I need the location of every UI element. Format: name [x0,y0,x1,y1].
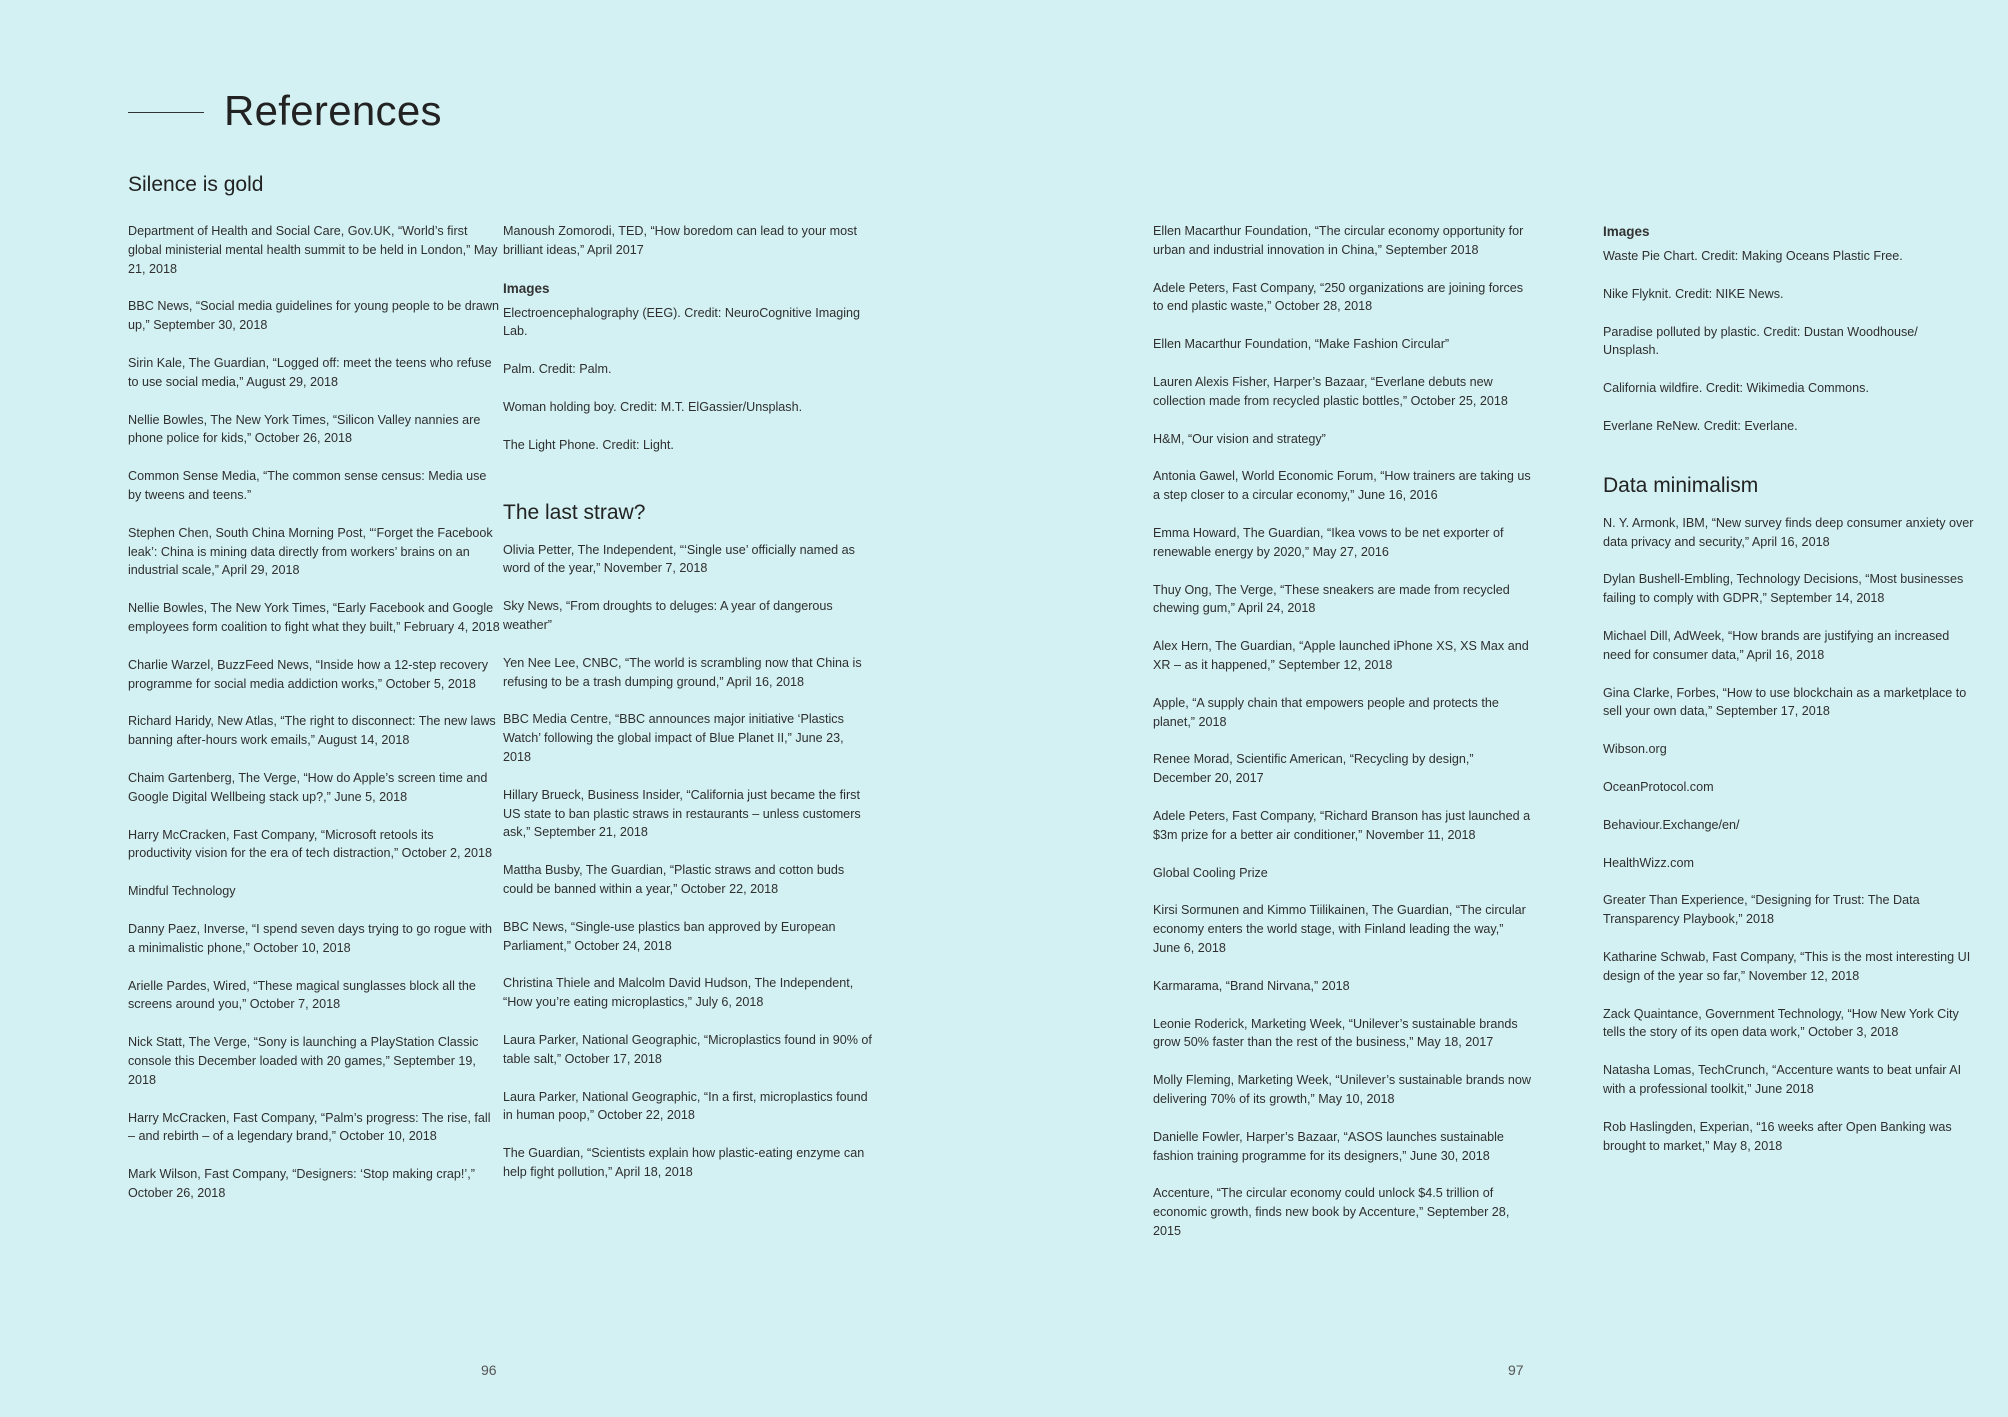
reference-item: Zack Quaintance, Government Technology, “How New York City tells the story of its open data work,” October 3, 2018 [1603,1006,1959,1040]
column-2 [503,222,875,1201]
reference-item: The Light Phone. Credit: Light. [503,437,674,452]
section-title-silence: Silence is gold [128,173,264,196]
reference-list [128,222,500,1203]
reference-item: Harry McCracken, Fast Company, “Palm’s progress: The rise, fall – and rebirth – of a legendary brand,” October 10, 2018 [128,1110,491,1144]
reference-item: Kirsi Sormunen and Kimmo Tiilikainen, The Guardian, “The circular economy enters the world stage, with Finland leading the way,” June 6, 2018 [1153,903,1526,955]
reference-item: Global Cooling Prize [1153,865,1268,880]
reference-item: Nick Statt, The Verge, “Sony is launching a PlayStation Classic console this December loaded with 20 games,” September 19, 2018 [128,1035,479,1087]
reference-item: Electroencephalography (EEG). Credit: NeuroCognitive Imaging Lab. [503,305,861,339]
reference-item: BBC News, “Social media guidelines for young people to be drawn up,” September 30, 2018 [128,299,500,333]
reference-item: BBC Media Centre, “BBC announces major initiative ‘Plastics Watch’ following the global impact of Blue Planet II,” June 23, 2018 [503,712,844,764]
column-4 [1603,222,1975,1174]
reference-item: The Guardian, “Scientists explain how plastic-eating enzyme can help fight pollution,” April 18, 2018 [503,1146,865,1179]
page-number-right: 97 [1508,1362,1524,1378]
reference-item: Greater Than Experience, “Designing for Trust: The Data Transparency Playbook,” 2018 [1603,893,1920,927]
reference-item: Molly Fleming, Marketing Week, “Unilever’s sustainable brands now delivering 70% of its growth,” May 10, 2018 [1153,1073,1531,1106]
reference-item: Ellen Macarthur Foundation, “Make Fashion Circular” [1153,337,1450,352]
reference-item: Ellen Macarthur Foundation, “The circular economy opportunity for urban and industrial innovation in China,” September 2018 [1153,224,1524,257]
images-heading: Images [1603,224,1650,239]
reference-item: Danielle Fowler, Harper’s Bazaar, “ASOS launches sustainable fashion training programme for its designers,” June 30, 2018 [1153,1129,1504,1163]
reference-item: Richard Haridy, New Atlas, “The right to disconnect: The new laws banning after-hours work emails,” August 14, 2018 [128,714,496,748]
reference-item: Mindful Technology [128,884,236,899]
reference-item: Woman holding boy. Credit: M.T. ElGassier/Unsplash. [503,399,803,414]
reference-item: Chaim Gartenberg, The Verge, “How do Apple’s screen time and Google Digital Wellbeing stack up?,” June 5, 2018 [128,770,488,804]
reference-item: Christina Thiele and Malcolm David Hudson, The Independent, “How you’re eating microplastics,” July 6, 2018 [503,976,854,1010]
reference-item: OceanProtocol.com [1603,779,1714,794]
reference-item: California wildfire. Credit: Wikimedia Commons. [1603,381,1869,396]
reference-item: Adele Peters, Fast Company, “250 organizations are joining forces to end plastic waste,” October 28, 2018 [1153,280,1524,314]
reference-item: BBC News, “Single-use plastics ban approved by European Parliament,” October 24, 2018 [503,919,836,953]
reference-item: Department of Health and Social Care, Gov.UK, “World’s first global ministerial mental health summit to be held in London,” May 21, 2018 [128,224,498,276]
image-credit-list [1603,247,1975,436]
reference-item: Mark Wilson, Fast Company, “Designers: ‘Stop making crap!’,” October 26, 2018 [128,1167,475,1200]
reference-item: Apple, “A supply chain that empowers people and protects the planet,” 2018 [1153,695,1499,729]
section-title-data-minimalism: Data minimalism [1603,473,1759,497]
reference-item: Hillary Brueck, Business Insider, “California just became the first US state to ban plastic straws in restaurants – unless customers ask,” September 21, 2018 [503,787,861,840]
reference-list [1603,514,1975,1156]
page-title: References [224,87,442,134]
reference-item: Renee Morad, Scientific American, “Recycling by design,” December 20, 2017 [1153,752,1474,786]
reference-item: Leonie Roderick, Marketing Week, “Unilever’s sustainable brands grow 50% faster than the rest of the business,” May 18, 2017 [1153,1016,1518,1050]
reference-item: Olivia Petter, The Independent, “‘Single use’ officially named as word of the year,” November 7, 2018 [503,542,855,576]
column-3 [1153,222,1533,1260]
reference-item: Nike Flyknit. Credit: NIKE News. [1603,286,1784,301]
reference-item: Alex Hern, The Guardian, “Apple launched iPhone XS, XS Max and XR – as it happened,” September 12, 2018 [1153,639,1529,672]
reference-list [503,541,875,1182]
reference-item: Nellie Bowles, The New York Times, “Early Facebook and Google employees form coalition to fight what they built,” February 4, 2018 [128,601,500,634]
reference-item: Sirin Kale, The Guardian, “Logged off: meet the teens who refuse to use social media,” August 29, 2018 [128,355,492,389]
reference-item: Antonia Gawel, World Economic Forum, “How trainers are taking us a step closer to a circular economy,” June 16, 2016 [1153,469,1531,503]
reference-item: Thuy Ong, The Verge, “These sneakers are made from recycled chewing gum,” April 24, 2018 [1153,582,1510,616]
reference-list [1153,222,1533,1241]
reference-item: Natasha Lomas, TechCrunch, “Accenture wants to beat unfair AI with a professional toolkit,” June 2018 [1603,1063,1962,1096]
reference-item: Gina Clarke, Forbes, “How to use blockchain as a marketplace to sell your own data,” September 17, 2018 [1603,685,1967,719]
reference-item: Danny Paez, Inverse, “I spend seven days trying to go rogue with a minimalistic phone,” October 10, 2018 [128,921,493,955]
image-credit-list [503,304,875,455]
reference-item: Rob Haslingden, Experian, “16 weeks after Open Banking was brought to market,” May 8, 2018 [1603,1119,1952,1153]
reference-item: Laura Parker, National Geographic, “Microplastics found in 90% of table salt,” October 17, 2018 [503,1032,872,1066]
reference-item: N. Y. Armonk, IBM, “New survey finds deep consumer anxiety over data privacy and security,” April 16, 2018 [1603,515,1974,549]
column-1 [128,170,500,1222]
reference-item: Charlie Warzel, BuzzFeed News, “Inside how a 12-step recovery programme for social media addiction works,” October 5, 2018 [128,657,488,691]
reference-item: Everlane ReNew. Credit: Everlane. [1603,418,1798,433]
reference-item: Emma Howard, The Guardian, “Ikea vows to be net exporter of renewable energy by 2020,” May 27, 2016 [1153,525,1504,559]
reference-item: Stephen Chen, South China Morning Post, “‘Forget the Facebook leak’: China is mining data directly from workers’ brains on an industrial scale,” April 29, 2018 [128,525,493,578]
reference-item: H&M, “Our vision and strategy” [1153,431,1326,446]
reference-item: Dylan Bushell-Embling, Technology Decisions, “Most businesses failing to comply with GDPR,” September 14, 2018 [1603,572,1964,606]
reference-list [503,222,875,260]
reference-item: Katharine Schwab, Fast Company, “This is the most interesting UI design of the year so far,” November 12, 2018 [1603,949,1971,983]
reference-item: Wibson.org [1603,742,1667,757]
reference-item: Paradise polluted by plastic. Credit: Dustan Woodhouse/ Unsplash. [1603,324,1918,358]
reference-item: Waste Pie Chart. Credit: Making Oceans Plastic Free. [1603,249,1903,263]
reference-item: Harry McCracken, Fast Company, “Microsoft retools its productivity vision for the era of tech distraction,” October 2, 2018 [128,827,493,861]
reference-item: Laura Parker, National Geographic, “In a first, microplastics found in human poop,” October 22, 2018 [503,1089,868,1123]
reference-item: Accenture, “The circular economy could unlock $4.5 trillion of economic growth, finds new book by Accenture,” September 28, 2015 [1153,1186,1510,1238]
reference-item: Nellie Bowles, The New York Times, “Silicon Valley nannies are phone police for kids,” October 26, 2018 [128,412,481,446]
title-rule [128,112,204,113]
section-title-last-straw: The last straw? [503,500,646,524]
reference-item: Mattha Busby, The Guardian, “Plastic straws and cotton buds could be banned within a year,” October 22, 2018 [503,863,845,896]
reference-item: Palm. Credit: Palm. [503,362,612,377]
reference-item: Yen Nee Lee, CNBC, “The world is scrambling now that China is refusing to be a trash dumping ground,” April 16, 2018 [503,655,862,689]
page-number-left: 96 [481,1362,497,1378]
reference-item: Adele Peters, Fast Company, “Richard Branson has just launched a $3m prize for a better air conditioner,” November 11, 2018 [1153,808,1531,842]
reference-item: Behaviour.Exchange/en/ [1603,817,1740,832]
reference-item: Sky News, “From droughts to deluges: A year of dangerous weather” [503,599,833,632]
reference-item: Arielle Pardes, Wired, “These magical sunglasses block all the screens around you,” October 7, 2018 [128,978,476,1012]
reference-item: HealthWizz.com [1603,855,1694,870]
reference-item: Lauren Alexis Fisher, Harper’s Bazaar, “Everlane debuts new collection made from recycled plastic bottles,” October 25, 2018 [1153,374,1508,408]
reference-item: Common Sense Media, “The common sense census: Media use by tweens and teens.” [128,469,487,502]
reference-item: Karmarama, “Brand Nirvana,” 2018 [1153,978,1350,993]
reference-item: Michael Dill, AdWeek, “How brands are justifying an increased need for consumer data,” April 16, 2018 [1603,628,1950,662]
images-heading: Images [503,280,550,296]
reference-item: Manoush Zomorodi, TED, “How boredom can lead to your most brilliant ideas,” April 2017 [503,224,857,257]
